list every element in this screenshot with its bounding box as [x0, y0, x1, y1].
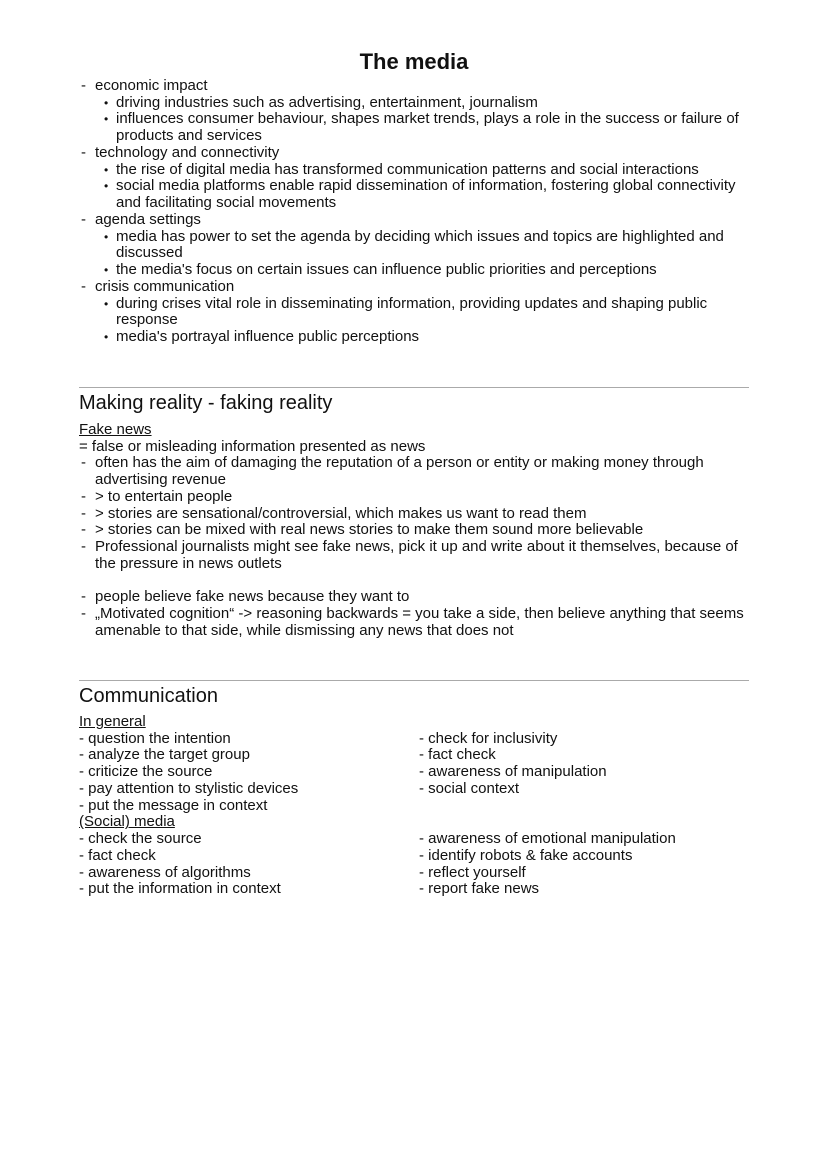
section-heading: Communication	[79, 685, 218, 707]
list-item: - question the intention	[79, 729, 231, 747]
fake-news-section	[79, 422, 750, 640]
list-item: - reflect yourself	[419, 863, 526, 881]
communication-section	[79, 714, 759, 898]
list-item	[419, 798, 759, 815]
topic-label: - technology and connectivity	[79, 145, 759, 162]
list-item: - report fake news	[419, 880, 540, 898]
definition: = false or misleading information presented as news	[79, 437, 426, 455]
list-item: - check for inclusivity	[419, 729, 558, 747]
list-item: - put the message in context	[79, 796, 268, 814]
list-item: - „Motivated cognition“ -> reasoning backwards = you take a side, then believe anything that seems amenable to that side, while dismissing any news that does not	[79, 606, 750, 639]
list-item: - Professional journalists might see fake news, pick it up and write about it themselves, because of the pressure in news outlets	[79, 539, 750, 572]
topic-point: • social media platforms enable rapid dissemination of information, fostering global connectivity and facilitating social movements	[79, 178, 750, 211]
section-divider	[79, 680, 749, 681]
section-heading: Making reality - faking reality	[79, 392, 333, 414]
list-item: - put the information in context	[79, 880, 281, 898]
topic-label: - economic impact	[79, 78, 759, 95]
list-item: - analyze the target group	[79, 746, 250, 764]
list-item: - people believe fake news because they want to	[79, 589, 750, 606]
list-item: - awareness of manipulation	[419, 763, 607, 781]
topic-point: • the rise of digital media has transformed communication patterns and social interactions	[79, 162, 750, 179]
topic-point: • the media's focus on certain issues can influence public priorities and perceptions	[79, 262, 750, 279]
topic-point: • media has power to set the agenda by deciding which issues and topics are highlighted and discussed	[79, 229, 750, 262]
topic-point: • during crises vital role in disseminating information, providing updates and shaping public response	[79, 296, 750, 329]
list-item: - fact check	[79, 846, 156, 864]
page-title: The media	[359, 49, 469, 74]
topic-point: • influences consumer behaviour, shapes market trends, plays a role in the success or failure of products and services	[79, 111, 750, 144]
list-item: - awareness of emotional manipulation	[419, 830, 676, 848]
list-item: - often has the aim of damaging the reputation of a person or entity or making money through advertising revenue	[79, 455, 750, 488]
topic-point: • driving industries such as advertising, entertainment, journalism	[79, 95, 750, 112]
list-item: - identify robots & fake accounts	[419, 846, 633, 864]
media-topics-list	[79, 78, 759, 346]
list-item: - > to entertain people	[79, 489, 750, 506]
list-item: - check the source	[79, 830, 202, 848]
subheading: (Social) media	[79, 813, 175, 831]
list-item: - criticize the source	[79, 763, 213, 781]
list-item: - pay attention to stylistic devices	[79, 779, 299, 797]
topic-label: - agenda settings	[79, 212, 759, 229]
topic-label: - crisis communication	[79, 279, 759, 296]
list-item: - > stories can be mixed with real news stories to make them sound more believable	[79, 522, 750, 539]
list-item: - fact check	[419, 746, 496, 764]
list-item: - > stories are sensational/controversial, which makes us want to read them	[79, 506, 750, 523]
topic-point: • media's portrayal influence public perceptions	[79, 329, 750, 346]
subheading: Fake news	[79, 421, 152, 438]
list-item: - awareness of algorithms	[79, 863, 251, 881]
section-divider	[79, 387, 749, 388]
list-item: - social context	[419, 779, 520, 797]
subheading: In general	[79, 713, 146, 730]
